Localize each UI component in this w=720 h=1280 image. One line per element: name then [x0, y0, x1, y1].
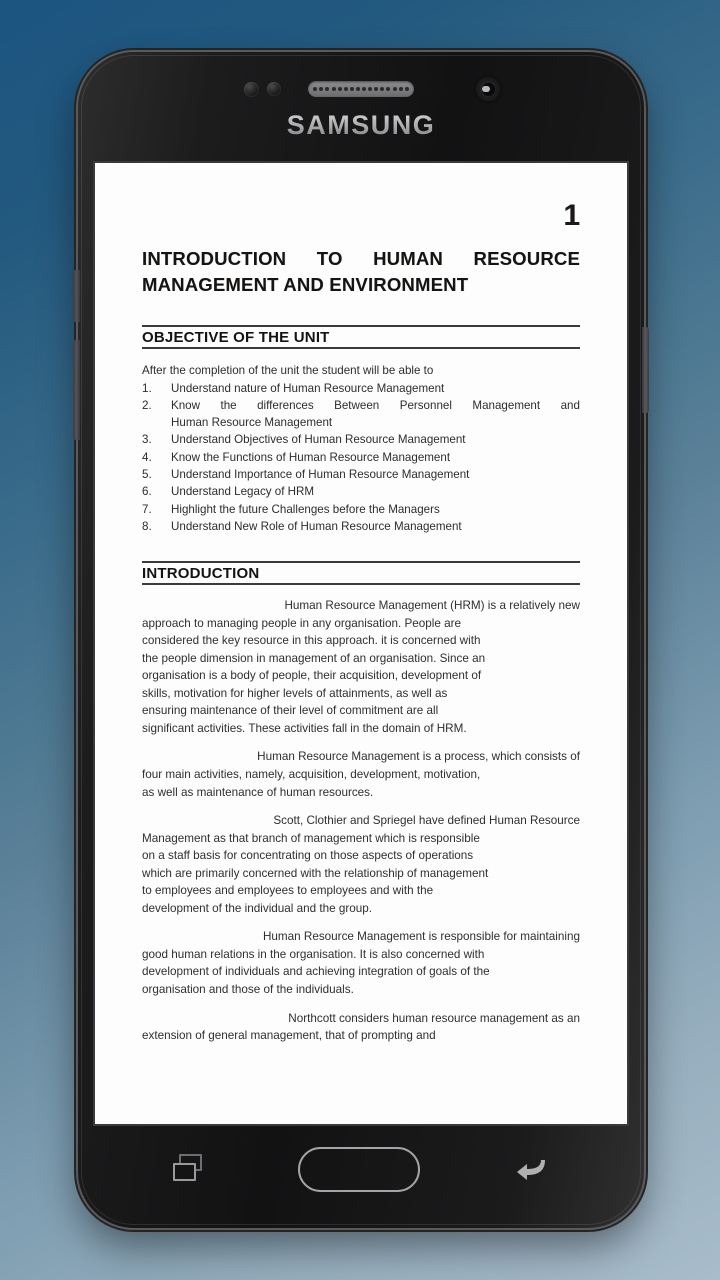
power-button[interactable]	[642, 327, 649, 413]
objective-list	[142, 380, 580, 535]
navigation-bar	[78, 1124, 644, 1228]
list-item	[142, 501, 580, 518]
light-sensor-icon	[267, 82, 281, 96]
list-item-number: 2.	[142, 398, 152, 412]
page-title-line-2: MANAGEMENT AND ENVIRONMENT	[142, 274, 469, 296]
list-item	[142, 483, 580, 500]
document-page[interactable]	[95, 163, 627, 1124]
front-camera-icon	[476, 77, 500, 101]
paragraph: Human Resource Management (HRM) is a relatively new approach to managing people in any organisation. People are considered the key resource in this approach. it is concerned with the people dimension in management of an organisation. Since an organisation is a body of people, their acquisition, development of skills, motivation for higher levels of attainments, as well as ensuring maintenance of their level of commitment are all significant activities. These activities fall in the domain of HRM.	[142, 599, 580, 735]
phone-device	[78, 52, 644, 1228]
brand-logo: SAMSUNG	[78, 110, 644, 141]
list-item-number: 7.	[142, 502, 152, 516]
list-item-number: 4.	[142, 450, 152, 464]
list-item	[142, 466, 580, 483]
list-item	[142, 380, 580, 397]
earpiece-speaker-icon	[308, 81, 414, 97]
list-item	[142, 518, 580, 535]
introduction-body	[142, 597, 580, 1045]
paragraph: Human Resource Management is responsible for maintaining good human relations in the organisation. It is also concerned with development of individuals and achieving integration of goals of the organisation and those of the individuals.	[142, 930, 580, 997]
objective-section-heading: OBJECTIVE OF THE UNIT	[142, 325, 580, 349]
introduction-section-heading: INTRODUCTION	[142, 561, 580, 585]
list-item-text: Know the Functions of Human Resource Management	[171, 450, 451, 464]
volume-up-button[interactable]	[73, 270, 80, 322]
volume-down-button[interactable]	[73, 340, 80, 440]
chapter-number: 1	[563, 199, 580, 232]
page-title	[142, 246, 580, 299]
list-item-text: Understand Legacy of HRM	[171, 485, 315, 499]
paragraph: Human Resource Management is a process, which consists of four main activities, namely, acquisition, development, motivation, as well as maintenance of human resources.	[142, 750, 580, 799]
list-item-text: Understand New Role of Human Resource Management	[171, 519, 462, 533]
paragraph: Northcott considers human resource management as an extension of general management, that of prompting and	[142, 1011, 580, 1043]
list-item-number: 8.	[142, 519, 152, 533]
home-button[interactable]	[298, 1147, 420, 1192]
list-item	[142, 397, 580, 432]
recent-apps-icon[interactable]	[173, 1154, 203, 1184]
list-item-text: Understand nature of Human Resource Management	[171, 381, 445, 395]
paragraph: Scott, Clothier and Spriegel have defined Human Resource Management as that branch of management which is responsible on a staff basis for concentrating on those aspects of operations which are primarily concerned with the relationship of management to employees and employees to employees and with the development of the individual and the group.	[142, 814, 580, 915]
proximity-sensor-icon	[244, 82, 259, 97]
list-item-number: 6.	[142, 485, 152, 499]
list-item-number: 1.	[142, 381, 152, 395]
list-item	[142, 449, 580, 466]
phone-screen[interactable]	[95, 163, 627, 1124]
list-item-text: Understand Objectives of Human Resource Management	[171, 433, 466, 447]
list-item-text: Know the differences Between Personnel Management and Human Resource Management	[171, 398, 580, 430]
list-item-number: 5.	[142, 468, 152, 482]
objective-intro-text: After the completion of the unit the student will be able to	[142, 363, 434, 377]
list-item-number: 3.	[142, 433, 152, 447]
top-bezel	[78, 52, 644, 163]
list-item-text: Highlight the future Challenges before the Managers	[171, 502, 440, 516]
list-item-text: Understand Importance of Human Resource Management	[171, 468, 470, 482]
back-icon[interactable]	[515, 1154, 549, 1184]
page-title-line-1: INTRODUCTION TO HUMAN RESOURCE	[142, 248, 580, 269]
list-item	[142, 431, 580, 448]
